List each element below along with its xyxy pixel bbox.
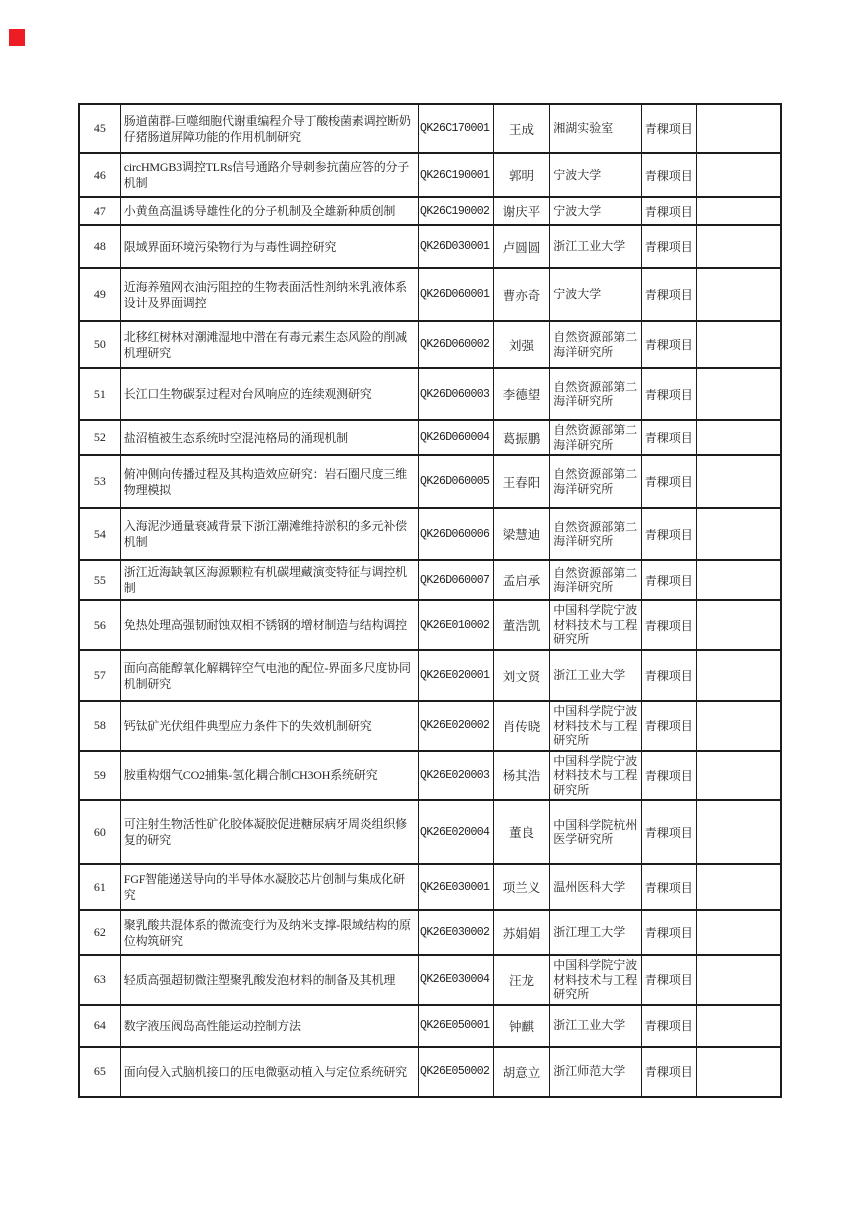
- note-cell: [697, 801, 781, 863]
- project-title-text: 近海养殖网衣油污阻控的生物表面活性剂纳米乳液体系设计及界面调控: [123, 279, 407, 310]
- institution: [550, 561, 642, 599]
- project-code-text: QK26D060004: [420, 431, 490, 444]
- row-number: [80, 801, 121, 863]
- row-number: [80, 1006, 121, 1046]
- project-category: [642, 198, 697, 224]
- project-category: [642, 421, 697, 454]
- note-cell: [697, 105, 781, 152]
- row-number-text: 65: [93, 1064, 106, 1078]
- table-row: [80, 105, 780, 154]
- institution: [550, 956, 642, 1004]
- project-title: [121, 509, 419, 559]
- project-category: [642, 456, 697, 507]
- project-category-text: 青稞项目: [644, 475, 693, 489]
- institution-text: 中国科学院宁波材料技术与工程研究所: [553, 753, 638, 797]
- leader-name-text: 卢圆圆: [502, 240, 541, 255]
- project-category-text: 青稞项目: [644, 288, 693, 302]
- project-code-text: QK26E030001: [420, 880, 490, 894]
- project-code: [419, 509, 494, 559]
- projects-table-body: [80, 105, 780, 1096]
- table-row: [80, 1048, 780, 1096]
- table-row: [80, 269, 780, 322]
- institution-text: 湘湖实验室: [553, 121, 614, 136]
- institution-text: 自然资源部第二海洋研究所: [553, 519, 638, 548]
- institution-text: 浙江工业大学: [553, 239, 626, 254]
- note-cell: [697, 198, 781, 224]
- note-cell: [697, 154, 781, 196]
- institution-text: 自然资源部第二海洋研究所: [553, 330, 638, 359]
- project-code-text: QK26D060006: [420, 527, 490, 541]
- project-code: [419, 956, 494, 1004]
- project-title: [121, 865, 419, 909]
- row-number-text: 59: [93, 767, 106, 782]
- table-row: [80, 509, 780, 561]
- leader-name-text: 王春阳: [502, 475, 541, 490]
- project-title-text: 钙钛矿光伏组件典型应力条件下的失效机制研究: [123, 718, 372, 733]
- project-code: [419, 865, 494, 909]
- leader-name: [494, 601, 551, 649]
- project-title: [121, 651, 419, 700]
- note-cell: [697, 369, 781, 419]
- project-code: [419, 421, 494, 454]
- project-category-text: 青稞项目: [644, 1065, 693, 1079]
- institution: [550, 1006, 642, 1046]
- row-number-text: 56: [93, 617, 106, 632]
- institution: [550, 369, 642, 419]
- table-row: [80, 1006, 780, 1048]
- institution: [550, 911, 642, 954]
- project-code-text: QK26D060001: [420, 288, 490, 301]
- row-number: [80, 865, 121, 909]
- row-number-text: 47: [93, 203, 106, 218]
- institution: [550, 702, 642, 750]
- row-number-text: 62: [93, 925, 106, 939]
- project-category-text: 青稞项目: [644, 431, 693, 445]
- project-category: [642, 801, 697, 863]
- project-title-text: 胺重构烟气CO2捕集-氢化耦合制CH3OH系统研究: [123, 768, 378, 783]
- project-category: [642, 1048, 697, 1096]
- leader-name: [494, 456, 551, 507]
- institution: [550, 601, 642, 649]
- leader-name-text: 胡意立: [502, 1065, 541, 1080]
- leader-name: [494, 198, 551, 224]
- table-row: [80, 801, 780, 865]
- institution-text: 自然资源部第二海洋研究所: [553, 565, 638, 594]
- project-code-text: QK26E030002: [420, 926, 490, 939]
- note-cell: [697, 1048, 781, 1096]
- leader-name: [494, 752, 551, 800]
- project-code: [419, 322, 494, 367]
- project-title-text: 数字液压阀岛高性能运动控制方法: [123, 1018, 301, 1033]
- project-code: [419, 198, 494, 224]
- institution-text: 浙江师范大学: [553, 1064, 626, 1079]
- project-title-text: 面向高能醇氧化解耦锌空气电池的配位-界面多尺度协同机制研究: [123, 660, 411, 691]
- institution-text: 自然资源部第二海洋研究所: [553, 379, 638, 408]
- project-category-text: 青稞项目: [644, 618, 693, 633]
- leader-name-text: 项兰义: [502, 881, 541, 895]
- institution: [550, 322, 642, 367]
- table-row: [80, 561, 780, 601]
- institution: [550, 865, 642, 909]
- project-category: [642, 369, 697, 419]
- project-code-text: QK26D060002: [420, 338, 490, 351]
- note-cell: [697, 752, 781, 800]
- red-stamp-marker: [9, 29, 25, 46]
- project-code-text: QK26E050002: [420, 1065, 490, 1078]
- leader-name: [494, 226, 551, 267]
- note-cell: [697, 421, 781, 454]
- table-row: [80, 651, 780, 702]
- leader-name-text: 杨其浩: [502, 769, 541, 784]
- note-cell: [697, 1006, 781, 1046]
- project-code: [419, 226, 494, 267]
- project-category-text: 青稞项目: [644, 527, 693, 542]
- project-category-text: 青稞项目: [644, 669, 693, 683]
- project-category: [642, 1006, 697, 1046]
- leader-name: [494, 651, 551, 700]
- project-code-text: QK26E020003: [420, 768, 490, 782]
- row-number: [80, 651, 121, 700]
- institution: [550, 801, 642, 863]
- project-title-text: 入海泥沙通量衰减背景下浙江潮滩维持淤积的多元补偿机制: [123, 519, 407, 549]
- project-code-text: QK26E010002: [420, 618, 490, 632]
- leader-name-text: 钟麒: [508, 1019, 534, 1034]
- project-code: [419, 369, 494, 419]
- note-cell: [697, 651, 781, 700]
- project-category: [642, 651, 697, 700]
- project-title-text: 限域界面环境污染物行为与毒性调控研究: [123, 239, 337, 254]
- table-row: [80, 456, 780, 509]
- project-category-text: 青稞项目: [644, 573, 693, 588]
- project-code: [419, 269, 494, 320]
- note-cell: [697, 226, 781, 267]
- row-number-text: 57: [93, 668, 106, 682]
- institution-text: 中国科学院宁波材料技术与工程研究所: [553, 958, 638, 1001]
- leader-name-text: 梁慧迪: [502, 528, 541, 542]
- leader-name: [494, 421, 551, 454]
- project-category: [642, 509, 697, 559]
- note-cell: [697, 509, 781, 559]
- project-title: [121, 322, 419, 367]
- row-number-text: 64: [93, 1018, 106, 1032]
- leader-name-text: 苏娟娟: [502, 926, 541, 941]
- project-title-text: 面向侵入式脑机接口的压电微驱动植入与定位系统研究: [123, 1064, 407, 1079]
- leader-name-text: 谢庆平: [502, 205, 541, 219]
- project-code: [419, 651, 494, 700]
- project-category-text: 青稞项目: [644, 168, 693, 183]
- institution-text: 中国科学院宁波材料技术与工程研究所: [553, 704, 638, 747]
- leader-name-text: 孟启承: [502, 574, 541, 588]
- note-cell: [697, 702, 781, 750]
- project-category: [642, 226, 697, 267]
- row-number-text: 49: [93, 287, 106, 301]
- project-title: [121, 801, 419, 863]
- project-category-text: 青稞项目: [644, 1019, 693, 1033]
- row-number-text: 55: [93, 572, 106, 587]
- project-title-text: 长江口生物碳泵过程对台风响应的连续观测研究: [123, 387, 372, 401]
- leader-name: [494, 154, 551, 196]
- project-category: [642, 154, 697, 196]
- project-title: [121, 421, 419, 454]
- row-number: [80, 226, 121, 267]
- project-category: [642, 865, 697, 909]
- note-cell: [697, 456, 781, 507]
- institution: [550, 226, 642, 267]
- institution: [550, 269, 642, 320]
- leader-name: [494, 509, 551, 559]
- institution-text: 浙江理工大学: [553, 925, 626, 940]
- project-title-text: 可注射生物活性矿化胶体凝胶促进糖尿病牙周炎组织修复的研究: [123, 817, 407, 847]
- leader-name-text: 董良: [508, 826, 534, 840]
- project-category: [642, 752, 697, 800]
- project-category-text: 青稞项目: [644, 204, 693, 219]
- row-number-text: 51: [93, 386, 106, 401]
- row-number-text: 61: [93, 879, 106, 894]
- institution-text: 浙江工业大学: [553, 668, 626, 683]
- institution-text: 自然资源部第二海洋研究所: [553, 467, 638, 496]
- project-code-text: QK26D030001: [420, 240, 490, 253]
- project-title: [121, 1006, 419, 1046]
- institution-text: 自然资源部第二海洋研究所: [553, 423, 638, 452]
- leader-name-text: 郭明: [508, 169, 534, 183]
- institution-text: 中国科学院宁波材料技术与工程研究所: [553, 603, 638, 647]
- project-code: [419, 105, 494, 152]
- institution: [550, 456, 642, 507]
- row-number: [80, 561, 121, 599]
- project-code: [419, 752, 494, 800]
- project-code: [419, 1048, 494, 1096]
- note-cell: [697, 561, 781, 599]
- project-title: [121, 601, 419, 649]
- project-code-text: QK26E020001: [420, 669, 490, 682]
- project-code: [419, 154, 494, 196]
- row-number-text: 54: [93, 526, 106, 541]
- leader-name-text: 刘文贤: [502, 669, 541, 684]
- row-number-text: 52: [93, 430, 106, 444]
- leader-name-text: 曹亦奇: [502, 288, 541, 303]
- project-title: [121, 752, 419, 800]
- leader-name: [494, 956, 551, 1004]
- projects-table: [78, 103, 782, 1098]
- leader-name-text: 葛振鹏: [502, 431, 541, 446]
- table-row: [80, 752, 780, 802]
- project-title: [121, 198, 419, 224]
- project-category-text: 青稞项目: [644, 825, 693, 840]
- project-category-text: 青稞项目: [644, 240, 693, 254]
- row-number: [80, 956, 121, 1004]
- row-number: [80, 1048, 121, 1096]
- institution: [550, 651, 642, 700]
- leader-name: [494, 1048, 551, 1096]
- leader-name: [494, 1006, 551, 1046]
- project-category: [642, 105, 697, 152]
- project-code: [419, 1006, 494, 1046]
- project-title-text: 浙江近海缺氧区海源颗粒有机碳埋藏演变特征与调控机制: [123, 565, 407, 595]
- leader-name-text: 董浩凯: [502, 619, 541, 633]
- project-category-text: 青稞项目: [644, 387, 693, 402]
- institution-text: 宁波大学: [553, 287, 602, 302]
- project-category: [642, 911, 697, 954]
- row-number-text: 63: [93, 972, 106, 987]
- project-title: [121, 561, 419, 599]
- table-row: [80, 911, 780, 956]
- project-code-text: QK26D060005: [420, 475, 490, 488]
- row-number-text: 48: [93, 239, 106, 253]
- project-title-text: 北移红树林对潮滩湿地中潜在有毒元素生态风险的削减机理研究: [123, 329, 407, 360]
- row-number: [80, 509, 121, 559]
- project-category-text: 青稞项目: [644, 338, 693, 352]
- project-category: [642, 269, 697, 320]
- project-category: [642, 702, 697, 750]
- table-row: [80, 198, 780, 226]
- leader-name: [494, 322, 551, 367]
- project-category: [642, 601, 697, 649]
- project-code: [419, 702, 494, 750]
- leader-name: [494, 865, 551, 909]
- leader-name-text: 李德望: [502, 388, 541, 402]
- project-title: [121, 269, 419, 320]
- project-category: [642, 561, 697, 599]
- project-code: [419, 561, 494, 599]
- project-title: [121, 369, 419, 419]
- row-number: [80, 456, 121, 507]
- table-row: [80, 154, 780, 198]
- project-category-text: 青稞项目: [644, 719, 693, 734]
- note-cell: [697, 956, 781, 1004]
- project-category: [642, 322, 697, 367]
- row-number: [80, 154, 121, 196]
- leader-name: [494, 561, 551, 599]
- project-title: [121, 956, 419, 1004]
- row-number: [80, 752, 121, 800]
- project-title-text: 聚乳酸共混体系的微流变行为及纳米支撑-限域结构的原位构筑研究: [123, 917, 411, 948]
- row-number: [80, 105, 121, 152]
- row-number: [80, 421, 121, 454]
- table-row: [80, 369, 780, 421]
- project-title-text: 小黄鱼高温诱导雄性化的分子机制及全雄新种质创制: [123, 204, 396, 218]
- project-code: [419, 911, 494, 954]
- leader-name-text: 肖传晓: [502, 719, 541, 734]
- project-code-text: QK26C190001: [420, 168, 490, 182]
- project-code-text: QK26D060007: [420, 573, 490, 587]
- project-code: [419, 801, 494, 863]
- project-code-text: QK26D060003: [420, 387, 490, 401]
- table-row: [80, 421, 780, 456]
- project-title: [121, 456, 419, 507]
- project-category-text: 青稞项目: [644, 122, 693, 136]
- project-title: [121, 226, 419, 267]
- project-category-text: 青稞项目: [644, 768, 693, 783]
- leader-name-text: 刘强: [508, 338, 534, 353]
- project-category-text: 青稞项目: [644, 973, 693, 988]
- leader-name: [494, 801, 551, 863]
- project-title: [121, 911, 419, 954]
- row-number-text: 45: [93, 121, 106, 135]
- institution-text: 温州医科大学: [553, 879, 626, 894]
- project-code-text: QK26C170001: [420, 122, 490, 135]
- institution-text: 宁波大学: [553, 203, 602, 218]
- institution: [550, 421, 642, 454]
- note-cell: [697, 911, 781, 954]
- institution: [550, 105, 642, 152]
- note-cell: [697, 322, 781, 367]
- institution-text: 中国科学院杭州医学研究所: [553, 817, 638, 846]
- project-title: [121, 1048, 419, 1096]
- project-code-text: QK26C190002: [420, 204, 490, 218]
- project-title-text: 俯冲侧向传播过程及其构造效应研究：岩石圈尺度三维物理模拟: [123, 466, 407, 497]
- leader-name: [494, 911, 551, 954]
- project-title-text: 轻质高强超韧微注塑聚乳酸发泡材料的制备及其机理: [123, 972, 396, 987]
- project-title-text: circHMGB3调控TLRs信号通路介导刺参抗菌应答的分子机制: [123, 160, 410, 190]
- leader-name: [494, 702, 551, 750]
- institution: [550, 752, 642, 800]
- note-cell: [697, 269, 781, 320]
- row-number-text: 50: [93, 337, 106, 351]
- row-number: [80, 269, 121, 320]
- leader-name: [494, 105, 551, 152]
- project-title: [121, 702, 419, 750]
- table-row: [80, 322, 780, 369]
- row-number: [80, 911, 121, 954]
- project-code-text: QK26E020002: [420, 719, 490, 733]
- institution-text: 浙江工业大学: [553, 1018, 626, 1033]
- project-category-text: 青稞项目: [644, 880, 693, 895]
- institution-text: 宁波大学: [553, 167, 602, 182]
- project-title: [121, 154, 419, 196]
- table-row: [80, 226, 780, 269]
- row-number: [80, 369, 121, 419]
- project-title: [121, 105, 419, 152]
- row-number: [80, 322, 121, 367]
- leader-name-text: 王成: [508, 122, 534, 137]
- row-number-text: 60: [93, 824, 106, 839]
- row-number: [80, 702, 121, 750]
- leader-name: [494, 269, 551, 320]
- table-row: [80, 865, 780, 911]
- project-code: [419, 456, 494, 507]
- institution: [550, 1048, 642, 1096]
- institution: [550, 198, 642, 224]
- note-cell: [697, 601, 781, 649]
- project-code-text: QK26E050001: [420, 1019, 490, 1032]
- row-number-text: 46: [93, 167, 106, 182]
- table-row: [80, 601, 780, 651]
- table-row: [80, 702, 780, 752]
- project-code-text: QK26E020004: [420, 825, 490, 839]
- project-category-text: 青稞项目: [644, 926, 693, 940]
- institution: [550, 154, 642, 196]
- table-row: [80, 956, 780, 1006]
- row-number: [80, 198, 121, 224]
- project-code: [419, 601, 494, 649]
- project-category: [642, 956, 697, 1004]
- leader-name: [494, 369, 551, 419]
- leader-name-text: 汪龙: [508, 973, 534, 988]
- note-cell: [697, 865, 781, 909]
- row-number: [80, 601, 121, 649]
- project-title-text: 免热处理高强韧耐蚀双相不锈钢的增材制造与结构调控: [123, 618, 407, 632]
- project-title-text: 盐沼植被生态系统时空混沌格局的涌现机制: [123, 430, 348, 445]
- row-number-text: 53: [93, 474, 106, 488]
- project-title-text: 肠道菌群-巨噬细胞代谢重编程介导丁酸梭菌素调控断奶仔猪肠道屏障功能的作用机制研究: [123, 113, 411, 144]
- institution: [550, 509, 642, 559]
- project-code-text: QK26E030004: [420, 973, 490, 987]
- row-number-text: 58: [93, 718, 106, 733]
- project-title-text: FGF智能递送导向的半导体水凝胶芯片创制与集成化研究: [123, 872, 405, 902]
